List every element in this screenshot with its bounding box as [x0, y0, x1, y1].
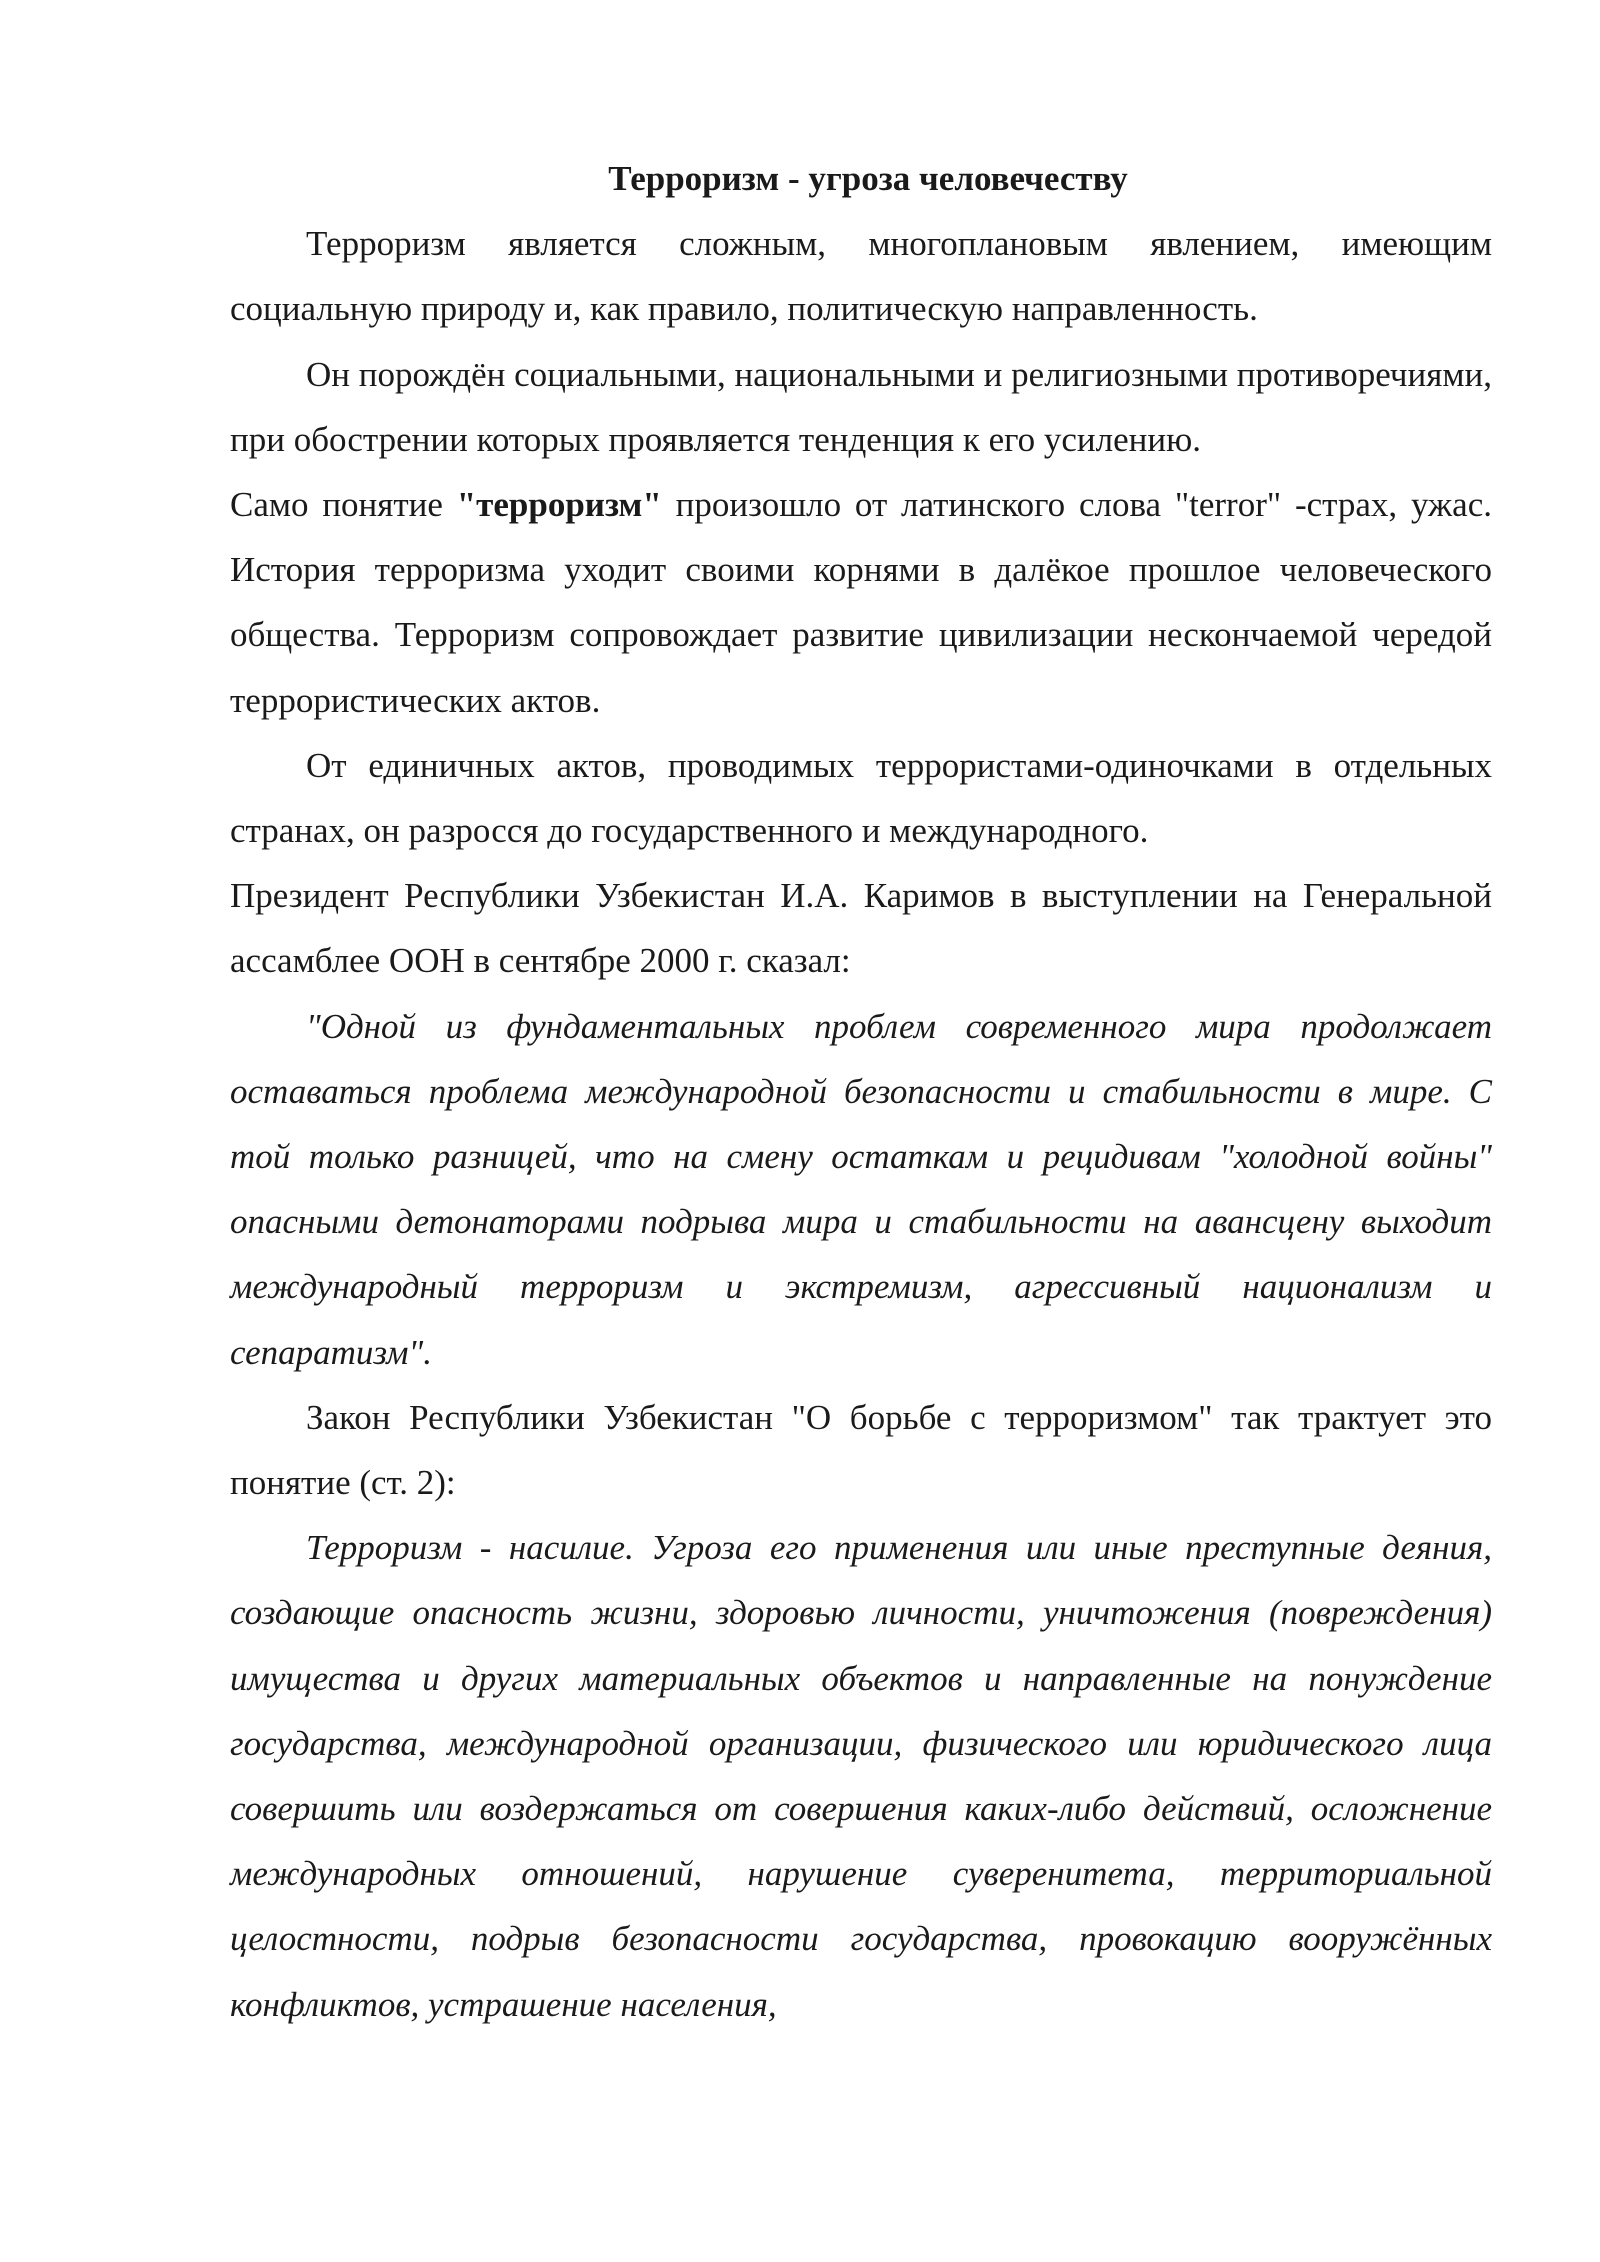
document-title: Терроризм - угроза человечеству [608, 159, 1128, 198]
terrorism-definition: Терроризм - насилие. Угроза его применения или иные преступные деяния, создающие опасность жизни, здоровью личности, уничтожения (повреждения) имущества и других материальных объектов и направленные на понуждение государства, международной организации, физического или юридического лица совершить или воздержаться от совершения каких-либо действий, осложнение международных отношений, нарушение суверенитета, территориальной целостности, подрыв безопасности государства, провокацию вооружённых конфликтов, устрашение населения, [230, 1528, 1492, 2024]
paragraph-5: Президент Республики Узбекистан И.А. Каримов в выступлении на Генеральной ассамблее ООН в сентябре 2000 г. сказал: [230, 876, 1492, 981]
paragraph-3-rest: произошло от латинского слова "terror" -страх, ужас. История терроризма уходит своими корнями в далёкое прошлое человеческого общества. Терроризм сопровождает развитие цивилизации нескончаемой чередой террористических актов. [230, 485, 1492, 720]
paragraph-4: От единичных актов, проводимых террористами-одиночками в отдельных странах, он разросся до государственного и международного. [230, 745, 1492, 851]
paragraph-1: Терроризм является сложным, многоплановым явлением, имеющим социальную природу и, как правило, политическую направленность. [230, 224, 1492, 329]
president-quote: "Одной из фундаментальных проблем современного мира продолжает оставаться проблема международной безопасности и стабильности в мире. С той только разницей, что на смену остаткам и рецидивам "холодной войны" опасными детонаторами подрыва мира и стабильности на авансцену выходит международный терроризм и экстремизм, агрессивный национализм и сепаратизм". [230, 1006, 1492, 1372]
paragraph-7: Закон Республики Узбекистан "О борьбе с терроризмом" так трактует это понятие (ст. 2): [230, 1397, 1492, 1503]
document-page [230, 146, 1492, 2037]
paragraph-3-lead: Само понятие [230, 485, 457, 525]
paragraph-2: Он порождён социальными, национальными и религиозными противоречиями, при обострении которых проявляется тенденция к его усилению. [230, 354, 1492, 459]
paragraph-3 [230, 472, 1492, 733]
term-terrorism: "терроризм" [456, 485, 662, 525]
